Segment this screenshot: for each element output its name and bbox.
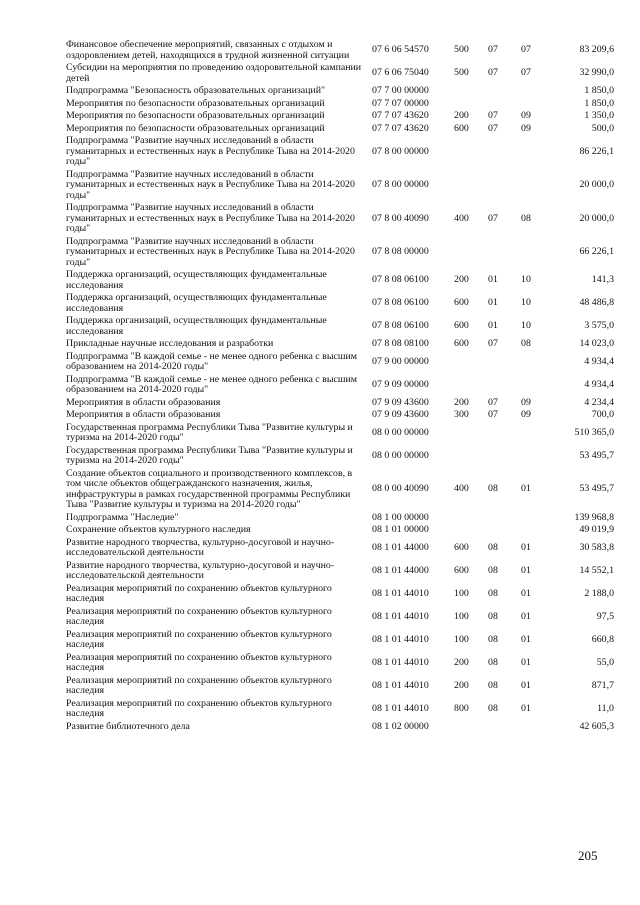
amount: 1 350,0: [584, 110, 614, 121]
subsection-code: 09: [521, 396, 531, 408]
target-article-code: 07 7 07 43620: [372, 110, 429, 121]
expense-type-code: [454, 352, 488, 375]
item-name: Сохранение объектов культурного наследия: [66, 524, 251, 535]
amount: 2 188,0: [584, 587, 614, 599]
item-name: Государственная программа Республики Тыва "Развитие культуры и туризма на 2014-2020 годы": [66, 421, 353, 443]
item-name: Реализация мероприятий по сохранению объектов культурного наследия: [66, 582, 332, 604]
item-name: Государственная программа Республики Тыва "Развитие культуры и туризма на 2014-2020 годы": [66, 444, 353, 466]
section-code: 08: [488, 679, 498, 691]
expense-type-code: 100: [454, 633, 469, 645]
section-code: [488, 170, 521, 204]
target-article-code: 07 8 00 00000: [372, 179, 429, 190]
subsection-code: 01: [521, 541, 531, 553]
section-code: 08: [488, 587, 498, 599]
amount: 83 209,6: [579, 44, 614, 56]
subsection-code: [521, 722, 554, 735]
expense-type-code: [454, 136, 488, 170]
expense-type-code: 200: [454, 656, 469, 668]
table-row: [66, 525, 614, 538]
target-article-code: 08 1 01 44000: [372, 564, 429, 576]
item-name: Подпрограмма "В каждой семье - не менее одного ребенка с высшим образованием на 2014-2020 годы": [66, 373, 357, 395]
target-article-code: 07 8 08 06100: [372, 297, 429, 309]
section-code: 08: [488, 483, 498, 495]
item-name: Реализация мероприятий по сохранению объектов культурного наследия: [66, 697, 332, 719]
expense-type-code: 400: [454, 212, 469, 224]
section-code: 08: [488, 541, 498, 553]
target-article-code: 07 8 08 00000: [372, 246, 429, 257]
amount: 1 850,0: [584, 85, 614, 96]
section-code: [488, 375, 521, 398]
table-row: [66, 699, 614, 722]
item-name: Мероприятия по безопасности образовательных организаций: [66, 110, 325, 121]
item-name: Развитие библиотечного дела: [66, 720, 190, 732]
table-row: [66, 352, 614, 375]
section-code: 08: [488, 564, 498, 576]
target-article-code: 08 0 00 40090: [372, 483, 429, 495]
item-name: Субсидии на мероприятия по проведению оздоровительной кампании детей: [66, 62, 362, 84]
amount: 49 019,9: [579, 524, 614, 535]
section-code: 01: [488, 320, 498, 332]
table-row: [66, 375, 614, 398]
target-article-code: 07 8 08 06100: [372, 320, 429, 332]
amount: 700,0: [591, 409, 614, 420]
table-row: [66, 63, 614, 86]
subsection-code: 10: [521, 297, 531, 309]
expense-type-code: 500: [454, 44, 469, 56]
item-name: Подпрограмма "В каждой семье - не менее одного ребенка с высшим образованием на 2014-2020 годы": [66, 350, 357, 372]
section-code: 01: [488, 274, 498, 286]
table-row: [66, 40, 614, 63]
item-name: Мероприятия в области образования: [66, 409, 221, 420]
subsection-code: 08: [521, 212, 531, 224]
subsection-code: 01: [521, 633, 531, 645]
table-row: [66, 136, 614, 170]
subsection-code: 08: [521, 338, 531, 349]
amount: 42 605,3: [579, 720, 614, 732]
subsection-code: 09: [521, 122, 531, 134]
subsection-code: 01: [521, 656, 531, 668]
amount: 20 000,0: [579, 212, 614, 224]
expense-type-code: [454, 86, 488, 99]
table-row: [66, 653, 614, 676]
expense-type-code: 600: [454, 297, 469, 309]
item-name: Подпрограмма "Развитие научных исследований в области гуманитарных и естественных наук в Республике Тыва на 2014-2020 годы": [66, 135, 355, 167]
subsection-code: [521, 513, 554, 526]
amount: 139 968,8: [574, 511, 614, 523]
subsection-code: 01: [521, 587, 531, 599]
item-name: Подпрограмма "Развитие научных исследований в области гуманитарных и естественных наук в Республике Тыва на 2014-2020 годы": [66, 235, 355, 268]
section-code: 07: [488, 110, 498, 121]
item-name: Мероприятия по безопасности образовательных организаций: [66, 122, 325, 134]
subsection-code: 01: [521, 564, 531, 576]
section-code: [488, 352, 521, 375]
item-name: Подпрограмма "Развитие научных исследований в области гуманитарных и естественных наук в Республике Тыва на 2014-2020 годы": [66, 202, 355, 234]
table-row: [66, 630, 614, 653]
expense-type-code: [454, 423, 488, 446]
subsection-code: 10: [521, 320, 531, 332]
target-article-code: 07 9 09 43600: [372, 409, 429, 420]
target-article-code: 07 8 08 08100: [372, 338, 429, 349]
item-name: Подпрограмма "Развитие научных исследований в области гуманитарных и естественных наук в Республике Тыва на 2014-2020 годы": [66, 168, 355, 201]
section-code: 07: [488, 338, 498, 349]
table-row: [66, 446, 614, 469]
amount: 14 023,0: [579, 338, 614, 349]
expense-type-code: [454, 375, 488, 398]
table-row: [66, 111, 614, 124]
subsection-code: [521, 375, 554, 398]
expense-type-code: 200: [454, 274, 469, 286]
expense-type-code: [454, 446, 488, 469]
target-article-code: 08 1 00 00000: [372, 511, 429, 523]
target-article-code: 07 9 09 43600: [372, 396, 429, 408]
expense-type-code: [454, 170, 488, 204]
subsection-code: 07: [521, 67, 531, 79]
subsection-code: [521, 446, 554, 469]
section-code: [488, 513, 521, 526]
amount: 141,3: [591, 274, 614, 286]
section-code: 08: [488, 702, 498, 714]
amount: 510 365,0: [574, 426, 614, 438]
section-code: [488, 525, 521, 538]
amount: 4 234,4: [584, 396, 614, 408]
item-name: Реализация мероприятий по сохранению объектов культурного наследия: [66, 605, 332, 627]
table-row: [66, 270, 614, 293]
target-article-code: 08 1 01 44010: [372, 633, 429, 645]
table-row: [66, 607, 614, 630]
expense-type-code: 200: [454, 110, 469, 121]
target-article-code: 08 0 00 00000: [372, 426, 429, 438]
amount: 86 226,1: [579, 145, 614, 157]
section-code: [488, 136, 521, 170]
subsection-code: 01: [521, 702, 531, 714]
subsection-code: 09: [521, 409, 531, 420]
target-article-code: 08 1 01 44010: [372, 702, 429, 714]
section-code: 07: [488, 409, 498, 420]
expense-type-code: [454, 525, 488, 538]
section-code: 07: [488, 212, 498, 224]
budget-table: [66, 40, 614, 734]
item-name: Реализация мероприятий по сохранению объектов культурного наследия: [66, 674, 332, 696]
expense-type-code: [454, 237, 488, 271]
budget-table-body: [66, 40, 614, 734]
target-article-code: 08 1 01 00000: [372, 524, 429, 535]
amount: 53 495,7: [579, 483, 614, 495]
amount: 32 990,0: [579, 67, 614, 79]
amount: 500,0: [591, 122, 614, 134]
target-article-code: 07 7 07 43620: [372, 122, 429, 134]
subsection-code: 01: [521, 483, 531, 495]
item-name: Создание объектов социального и производственного комплексов, в том числе объектов общегражданского назначения, жилья, инфраструктуры в рамках государственной программы Республики Тыва "Развитие культуры и туризма на 2014-2020 годы": [66, 467, 353, 510]
subsection-code: 01: [521, 610, 531, 622]
subsection-code: [521, 170, 554, 204]
target-article-code: 07 6 06 75040: [372, 67, 429, 79]
amount: 4 934,4: [584, 378, 614, 390]
item-name: Финансовое обеспечение мероприятий, связанных с отдыхом и оздоровлением детей, находящихся в трудной жизненной ситуации: [66, 39, 350, 61]
table-row: [66, 469, 614, 513]
table-row: [66, 538, 614, 561]
table-row: [66, 676, 614, 699]
item-name: Мероприятия в области образования: [66, 396, 221, 408]
item-name: Развитие народного творчества, культурно-досуговой и научно-исследовательской деятельности: [66, 536, 335, 558]
subsection-code: [521, 352, 554, 375]
amount: 660,8: [591, 633, 614, 645]
expense-type-code: 100: [454, 610, 469, 622]
subsection-code: [521, 423, 554, 446]
item-name: Прикладные научные исследования и разработки: [66, 338, 274, 349]
amount: 871,7: [591, 679, 614, 691]
section-code: 08: [488, 633, 498, 645]
subsection-code: [521, 525, 554, 538]
amount: 14 552,1: [579, 564, 614, 576]
target-article-code: 08 1 01 44010: [372, 610, 429, 622]
table-row: [66, 293, 614, 316]
section-code: [488, 446, 521, 469]
amount: 11,0: [597, 702, 614, 714]
section-code: [488, 237, 521, 271]
expense-type-code: 600: [454, 564, 469, 576]
target-article-code: 07 8 00 00000: [372, 145, 429, 157]
expense-type-code: 600: [454, 541, 469, 553]
subsection-code: [521, 136, 554, 170]
subsection-code: 01: [521, 679, 531, 691]
amount: 55,0: [596, 656, 614, 668]
target-article-code: 08 1 01 44000: [372, 541, 429, 553]
amount: 30 583,8: [579, 541, 614, 553]
item-name: Реализация мероприятий по сохранению объектов культурного наследия: [66, 651, 332, 673]
item-name: Подпрограмма "Наследие": [66, 511, 179, 523]
target-article-code: 08 1 01 44010: [372, 679, 429, 691]
table-row: [66, 203, 614, 237]
target-article-code: 07 6 06 54570: [372, 44, 429, 56]
expense-type-code: 400: [454, 483, 469, 495]
target-article-code: 07 7 07 00000: [372, 97, 429, 109]
amount: 4 934,4: [584, 355, 614, 367]
section-code: 07: [488, 44, 498, 56]
item-name: Поддержка организаций, осуществляющих фундаментальные исследования: [66, 269, 327, 291]
expense-type-code: 300: [454, 409, 469, 420]
target-article-code: 08 0 00 00000: [372, 449, 429, 461]
expense-type-code: [454, 722, 488, 735]
section-code: 08: [488, 656, 498, 668]
table-row: [66, 410, 614, 423]
expense-type-code: 800: [454, 702, 469, 714]
target-article-code: 08 1 01 44010: [372, 587, 429, 599]
target-article-code: 07 8 08 06100: [372, 274, 429, 286]
item-name: Реализация мероприятий по сохранению объектов культурного наследия: [66, 628, 332, 650]
section-code: [488, 722, 521, 735]
target-article-code: 07 9 09 00000: [372, 378, 429, 390]
expense-type-code: 600: [454, 122, 469, 134]
amount: 3 575,0: [584, 320, 614, 332]
section-code: 01: [488, 297, 498, 309]
target-article-code: 07 7 00 00000: [372, 85, 429, 96]
amount: 97,5: [596, 610, 614, 622]
expense-type-code: 200: [454, 679, 469, 691]
item-name: Поддержка организаций, осуществляющих фундаментальные исследования: [66, 315, 327, 337]
expense-type-code: 200: [454, 396, 469, 408]
table-row: [66, 339, 614, 352]
table-row: [66, 584, 614, 607]
subsection-code: 07: [521, 44, 531, 56]
table-row: [66, 561, 614, 584]
expense-type-code: 600: [454, 320, 469, 332]
item-name: Подпрограмма "Безопасность образовательных организаций": [66, 85, 326, 96]
page-number: 205: [578, 848, 598, 863]
target-article-code: 08 1 02 00000: [372, 720, 429, 732]
table-row: [66, 722, 614, 735]
subsection-code: 09: [521, 110, 531, 121]
table-row: [66, 316, 614, 339]
subsection-code: 10: [521, 274, 531, 286]
amount: 48 486,8: [579, 297, 614, 309]
table-row: [66, 170, 614, 204]
expense-type-code: 100: [454, 587, 469, 599]
expense-type-code: 600: [454, 338, 469, 349]
target-article-code: 07 8 00 40090: [372, 212, 429, 224]
target-article-code: 07 9 00 00000: [372, 355, 429, 367]
target-article-code: 08 1 01 44010: [372, 656, 429, 668]
subsection-code: [521, 237, 554, 271]
table-row: [66, 237, 614, 271]
section-code: [488, 86, 521, 99]
section-code: 07: [488, 396, 498, 408]
item-name: Развитие народного творчества, культурно-досуговой и научно-исследовательской деятельности: [66, 559, 335, 581]
amount: 66 226,1: [579, 246, 614, 257]
section-code: 07: [488, 67, 498, 79]
amount: 53 495,7: [579, 449, 614, 461]
expense-type-code: [454, 513, 488, 526]
section-code: 07: [488, 122, 498, 134]
item-name: Поддержка организаций, осуществляющих фундаментальные исследования: [66, 292, 327, 314]
expense-type-code: 500: [454, 67, 469, 79]
section-code: [488, 423, 521, 446]
table-row: [66, 423, 614, 446]
amount: 1 850,0: [584, 97, 614, 109]
amount: 20 000,0: [579, 179, 614, 190]
subsection-code: [521, 86, 554, 99]
table-row: [66, 86, 614, 99]
section-code: 08: [488, 610, 498, 622]
item-name: Мероприятия по безопасности образовательных организаций: [66, 97, 325, 109]
